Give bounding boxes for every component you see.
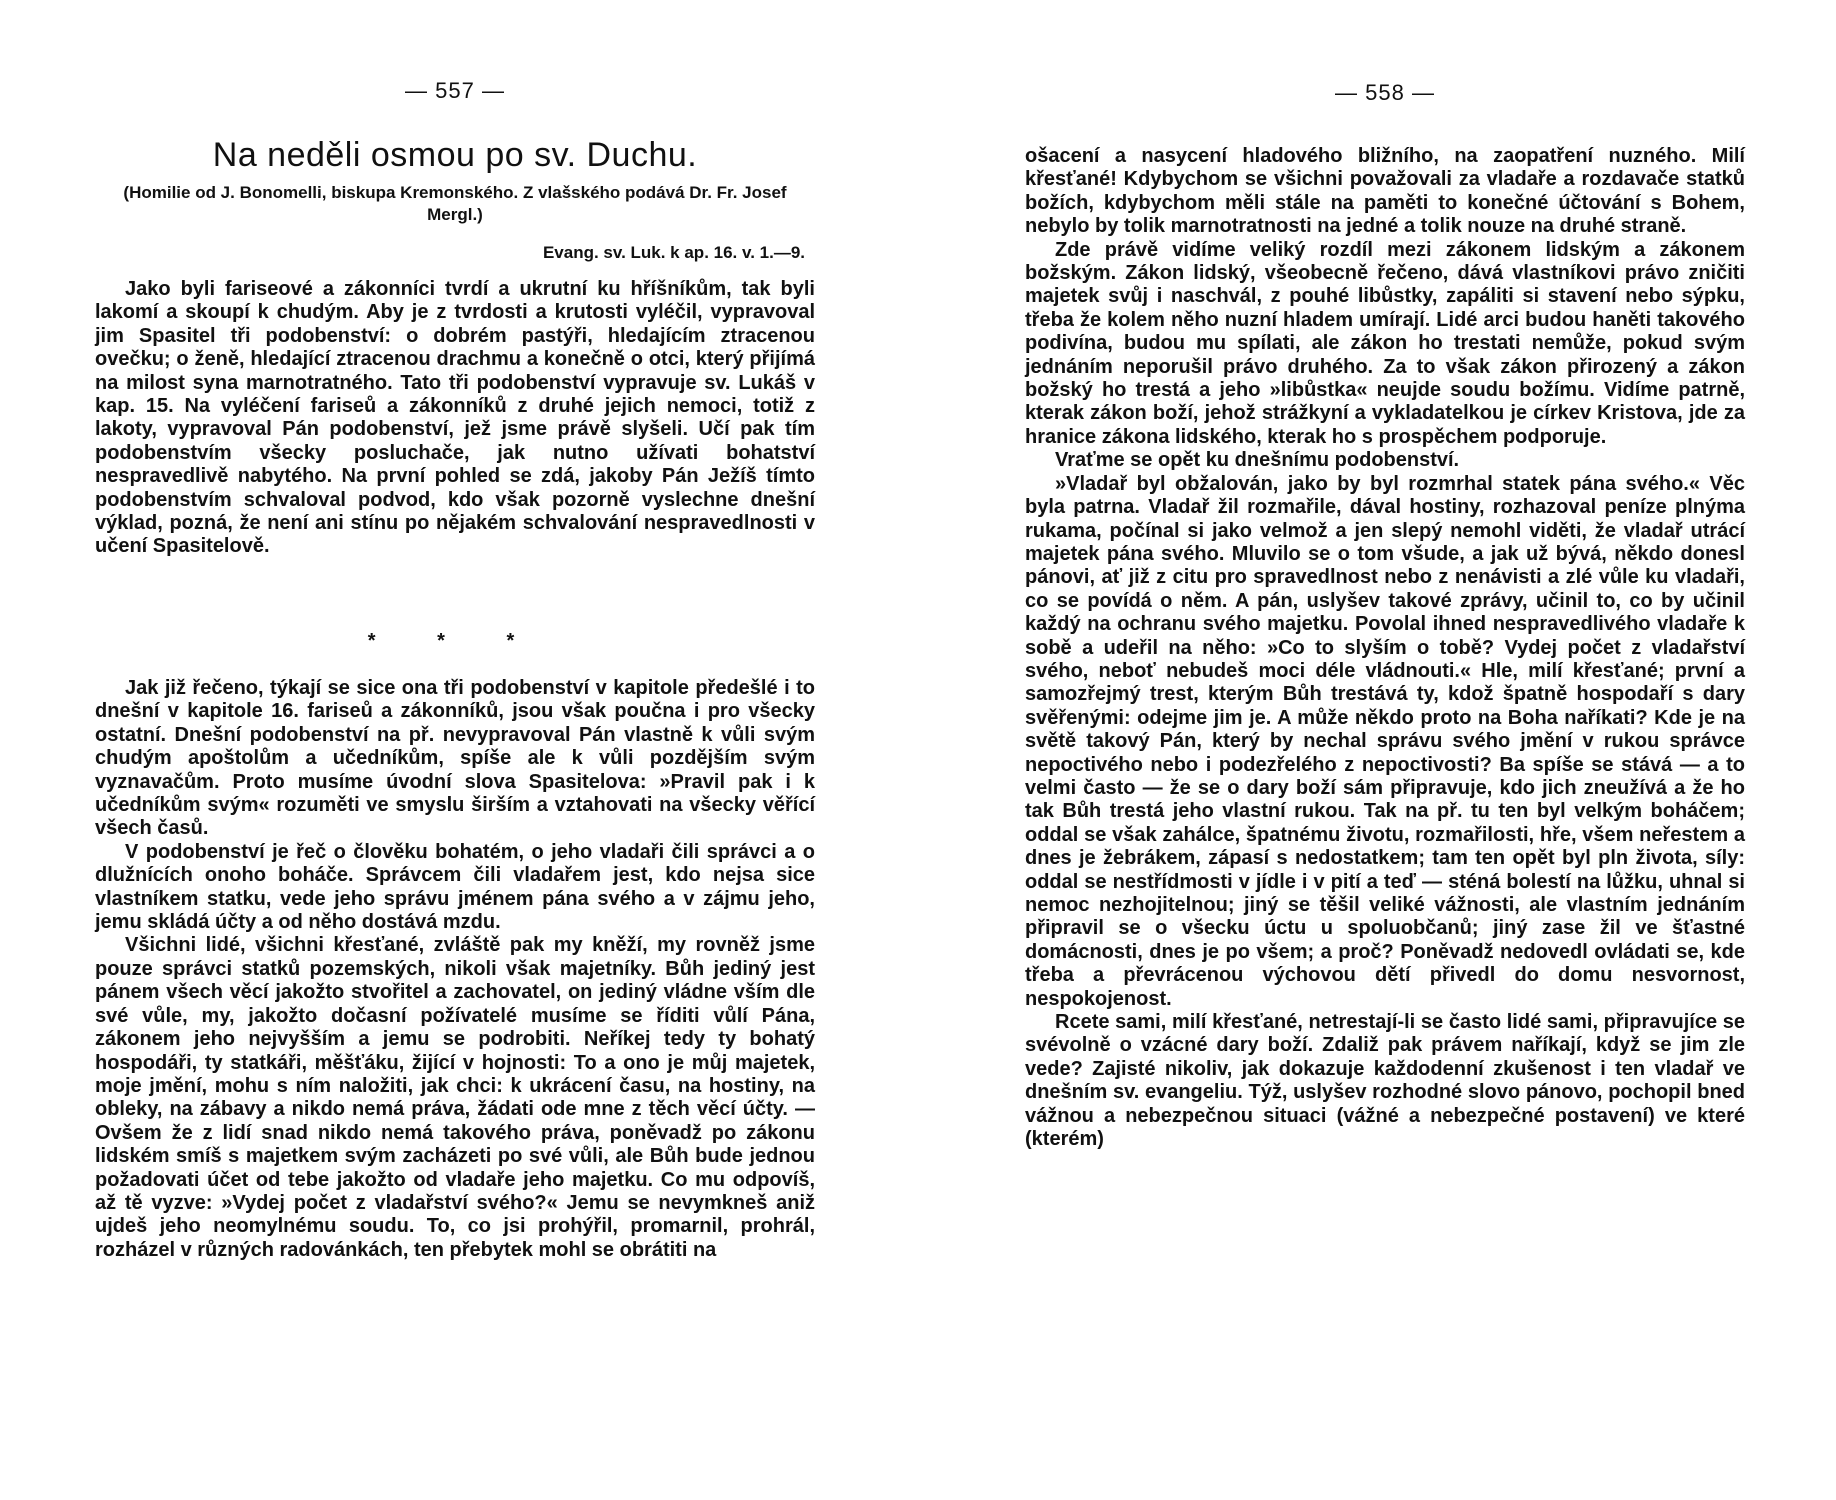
paragraph: Jako byli fariseové a zákonníci tvrdí a ukrutní ku hříšníkům, tak byli lakomí a skoupí k chudým. Aby je z tvrdosti a krutosti vyléčil, vypravoval jim Spasitel tři podobenství: o dobrém pastýři, hledajícím ztracenou ovečku; o ženě, hledající ztracenou drachmu a konečně o otci, který přijímá na milost syna marnotratného. Tato tři podobenství vypravuje sv. Lukáš v kap. 15. Na vyléčení fariseů a zákonníků z druhé jejich nemoci, totiž z lakoty, vypravoval Pán podobenství, jež jsme právě slyšeli. Učí pak tím podobenstvím všecky posluchače, jak nutno užívati bohatství nespravedlivě nabytého. Na první pohled se zdá, jakoby Pán Ježíš tímto podobenstvím schvaloval podvod, kdo však pozorně vyslechne dnešní výklad, pozná, že není ani stínu po nějakém schvalování nespravedlnosti v učení Spasitelově. — [95, 278, 815, 558]
paragraph: V podobenství je řeč o člověku bohatém, o jeho vladaři čili správci a o dlužnících onoho boháče. Správcem čili vladařem jest, kdo nejsa sice vlastníkem statku, vede jeho správu jménem pána svého a v zájmu jeho, jemu skládá účty a od něho dostává mzdu. — [95, 840, 815, 934]
page-number: — 558 — — [1335, 80, 1435, 105]
paragraph: Jak již řečeno, týkají se sice ona tři podobenství v kapitole předešlé i to dnešní v kapitole 16. fariseů a zákonníků, jsou však poučna i pro všecky ostatní. Dnešní podobenství na př. nevypravoval Pán vlastně k vůli svým chudým apoštolům a učedníkům, spíše ale k vůli pozdějším svým vyznavačům. Proto musíme úvodní slova Spasitelova: »Pravil pak i k učedníkům svým« rozuměti ve smyslu širším a vztahovati na všecky věřící všech časů. — [95, 677, 815, 840]
gospel-reference: Evang. sv. Luk. k ap. 16. v. 1.—9. — [542, 243, 805, 262]
paragraph: Rcete sami, milí křesťané, netrestají-li se často lidé sami, připravujíce se svévolně o vzácné dary boží. Zdaliž pak právem naříkají, když se jim zle vede? Zajisté nikoliv, jak dokazuje každodenní zkušenost i ten vladař ve dnešním sv. evangeliu. Týž, uslyšev rozhodné slovo pánovo, pochopil bned vážnou a nebezpečnou situaci (vážné a nebezpečné postavení) ve které (kterém) — [1025, 1011, 1745, 1151]
left-page — [95, 0, 815, 1500]
byline: (Homilie od J. Bonomelli, biskupa Kremonského. Z vlašského podává Dr. Fr. Josef Mergl.) — [123, 183, 787, 224]
sermon-title: Na neděli osmou po sv. Duchu. — [212, 136, 698, 174]
paragraph: ošacení a nasycení hladového bližního, na zaopatření nuzného. Milí křesťané! Kdybychom se všichni považovali za vladaře a rozdavače statků božích, kdybychom měli stále na paměti to konečné účtování s Bohem, nebylo by tolik marnotratnosti na jedné a tolik nouze na druhé straně. — [1025, 145, 1745, 238]
continued-text — [1025, 145, 1745, 1151]
main-section — [95, 677, 815, 1262]
paragraph: Vraťme se opět ku dnešnímu podobenství. — [1055, 449, 1460, 472]
paragraph: Zde právě vidíme veliký rozdíl mezi zákonem lidským a zákonem božským. Zákon lidský, všeobecně řečeno, dává vlastníkovi právo zničiti majetek svůj i naschvál, z pouhé libůstky, zapáliti si stavení nebo sýpku, třeba že kolem něho nuzní hladem umírají. Lidé arci budou haněti takového podivína, budou mu spílati, ale zákon ho trestati nemůže, pokud svým jednáním neporušil právo druhého. Za to však zákon přirozený a zákon božský ho trestá a jeho »libůstka« neujde soudu božímu. Vidíme patrně, kterak zákon boží, jehož strážkyní a vykladatelkou je církev Kristova, jde za hranice zákona lidského, kterak ho s prospěchem podporuje. — [1025, 238, 1745, 448]
page-number: — 557 — — [405, 78, 505, 103]
section-separator: * * * — [367, 630, 543, 652]
intro-section — [95, 278, 815, 559]
paragraph: Všichni lidé, všichni křesťané, zvláště pak my kněží, my rovněž jsme pouze správci statků pozemských, nikoli však majetníky. Bůh jediný jest pánem všech věcí jakožto stvořitel a zachovatel, on jediný vládne vším dle své vůle, my, jakožto dočasní požívatelé musíme se říditi vůlí Pána, zákonem jeho nejvyšším a jemu se podrobiti. Neříkej tedy ty bohatý hospodáři, ty statkáři, měšťáku, žijící v hojnosti: To a ono je můj majetek, moje jmění, mohu s ním naložiti, jak chci: k ukrácení času, na hostiny, na obleky, na zábavy a nikdo nemá práva, žádati ode mne z těch věcí účty. — Ovšem že z lidí snad nikdo nemá takového práva, poněvadž po zákonu lidském smíš s majetkem svým zacházeti po své vůli, ale Bůh bude jednou požadovati účet od tebe jakožto od vladaře jeho majetku. Co mu odpovíš, až tě vyzve: »Vydej počet z vladařství svého?« Jemu se nevymkneš aniž ujdeš jeho neomylnému soudu. To, co jsi prohýřil, promarnil, prohrál, rozházel v různých radovánkách, ten přebytek mohl se obrátiti na — [95, 934, 815, 1261]
right-page — [1025, 0, 1745, 1500]
paragraph: »Vladař byl obžalován, jako by byl rozmrhal statek pána svého.« Věc byla patrna. Vladař žil rozmařile, dával hostiny, rozhazoval peníze plnýma rukama, počínal si jako velmož a jen slepý nemohl viděti, že vladař utrácí majetek pána svého. Mluvilo se o tom všude, a jak už bývá, někdo donesl pánovi, ať již z citu pro spravedlnost nebo z nenávisti a zlé vůle ku vladaři, co se povídá o něm. A pán, uslyšev takové zprávy, učinil to, co by učinil každý na ochranu svého majetku. Povolal ihned nespravedlivého vladaře k sobě a udeřil na něho: »Co to slyším o tobě? Vydej počet z vladařství svého, neboť nebudeš moci déle vládnouti.« Hle, milí křesťané; první a samozřejmý trest, kterým Bůh trestává ty, kdož špatně hospodaří s dary svěřenými: odejme jim je. A může někdo proto na Boha naříkati? Kde je na světě takový Pán, který by nechal správu svého jmění v rukou správce nepoctivého nebo i podezřelého z nepoctivosti? Ba spíše se stává — a to velmi často — že se o dary boží sám připravuje, kdo jich zneužívá a že ho tak Bůh trestá jeho vlastní rukou. Tak na př. tu ten byl velkým boháčem; oddal se však zahálce, špatnému životu, rozmařilosti, hře, všem neřestem a dnes je žebrákem, zápasí s nedostatkem; tam ten opět byl pln života, síly: oddal se nestřídmosti v jídle i v pití a teď — sténá bolestí na lůžku, uhnal si nemoc nezhojitelnou; jiný se těšil veliké vážnosti, ale vlastním jednáním připravil se o všecku úctu u spoluobčanů; jiný zase žil ve šťastné domácnosti, dnes je po všem; a proč? Poněvadž nedovedl ovládati se, kde třeba a převrácenou výchovou dětí přivedl do domu nesvornost, nespokojenost. — [1025, 472, 1745, 1010]
